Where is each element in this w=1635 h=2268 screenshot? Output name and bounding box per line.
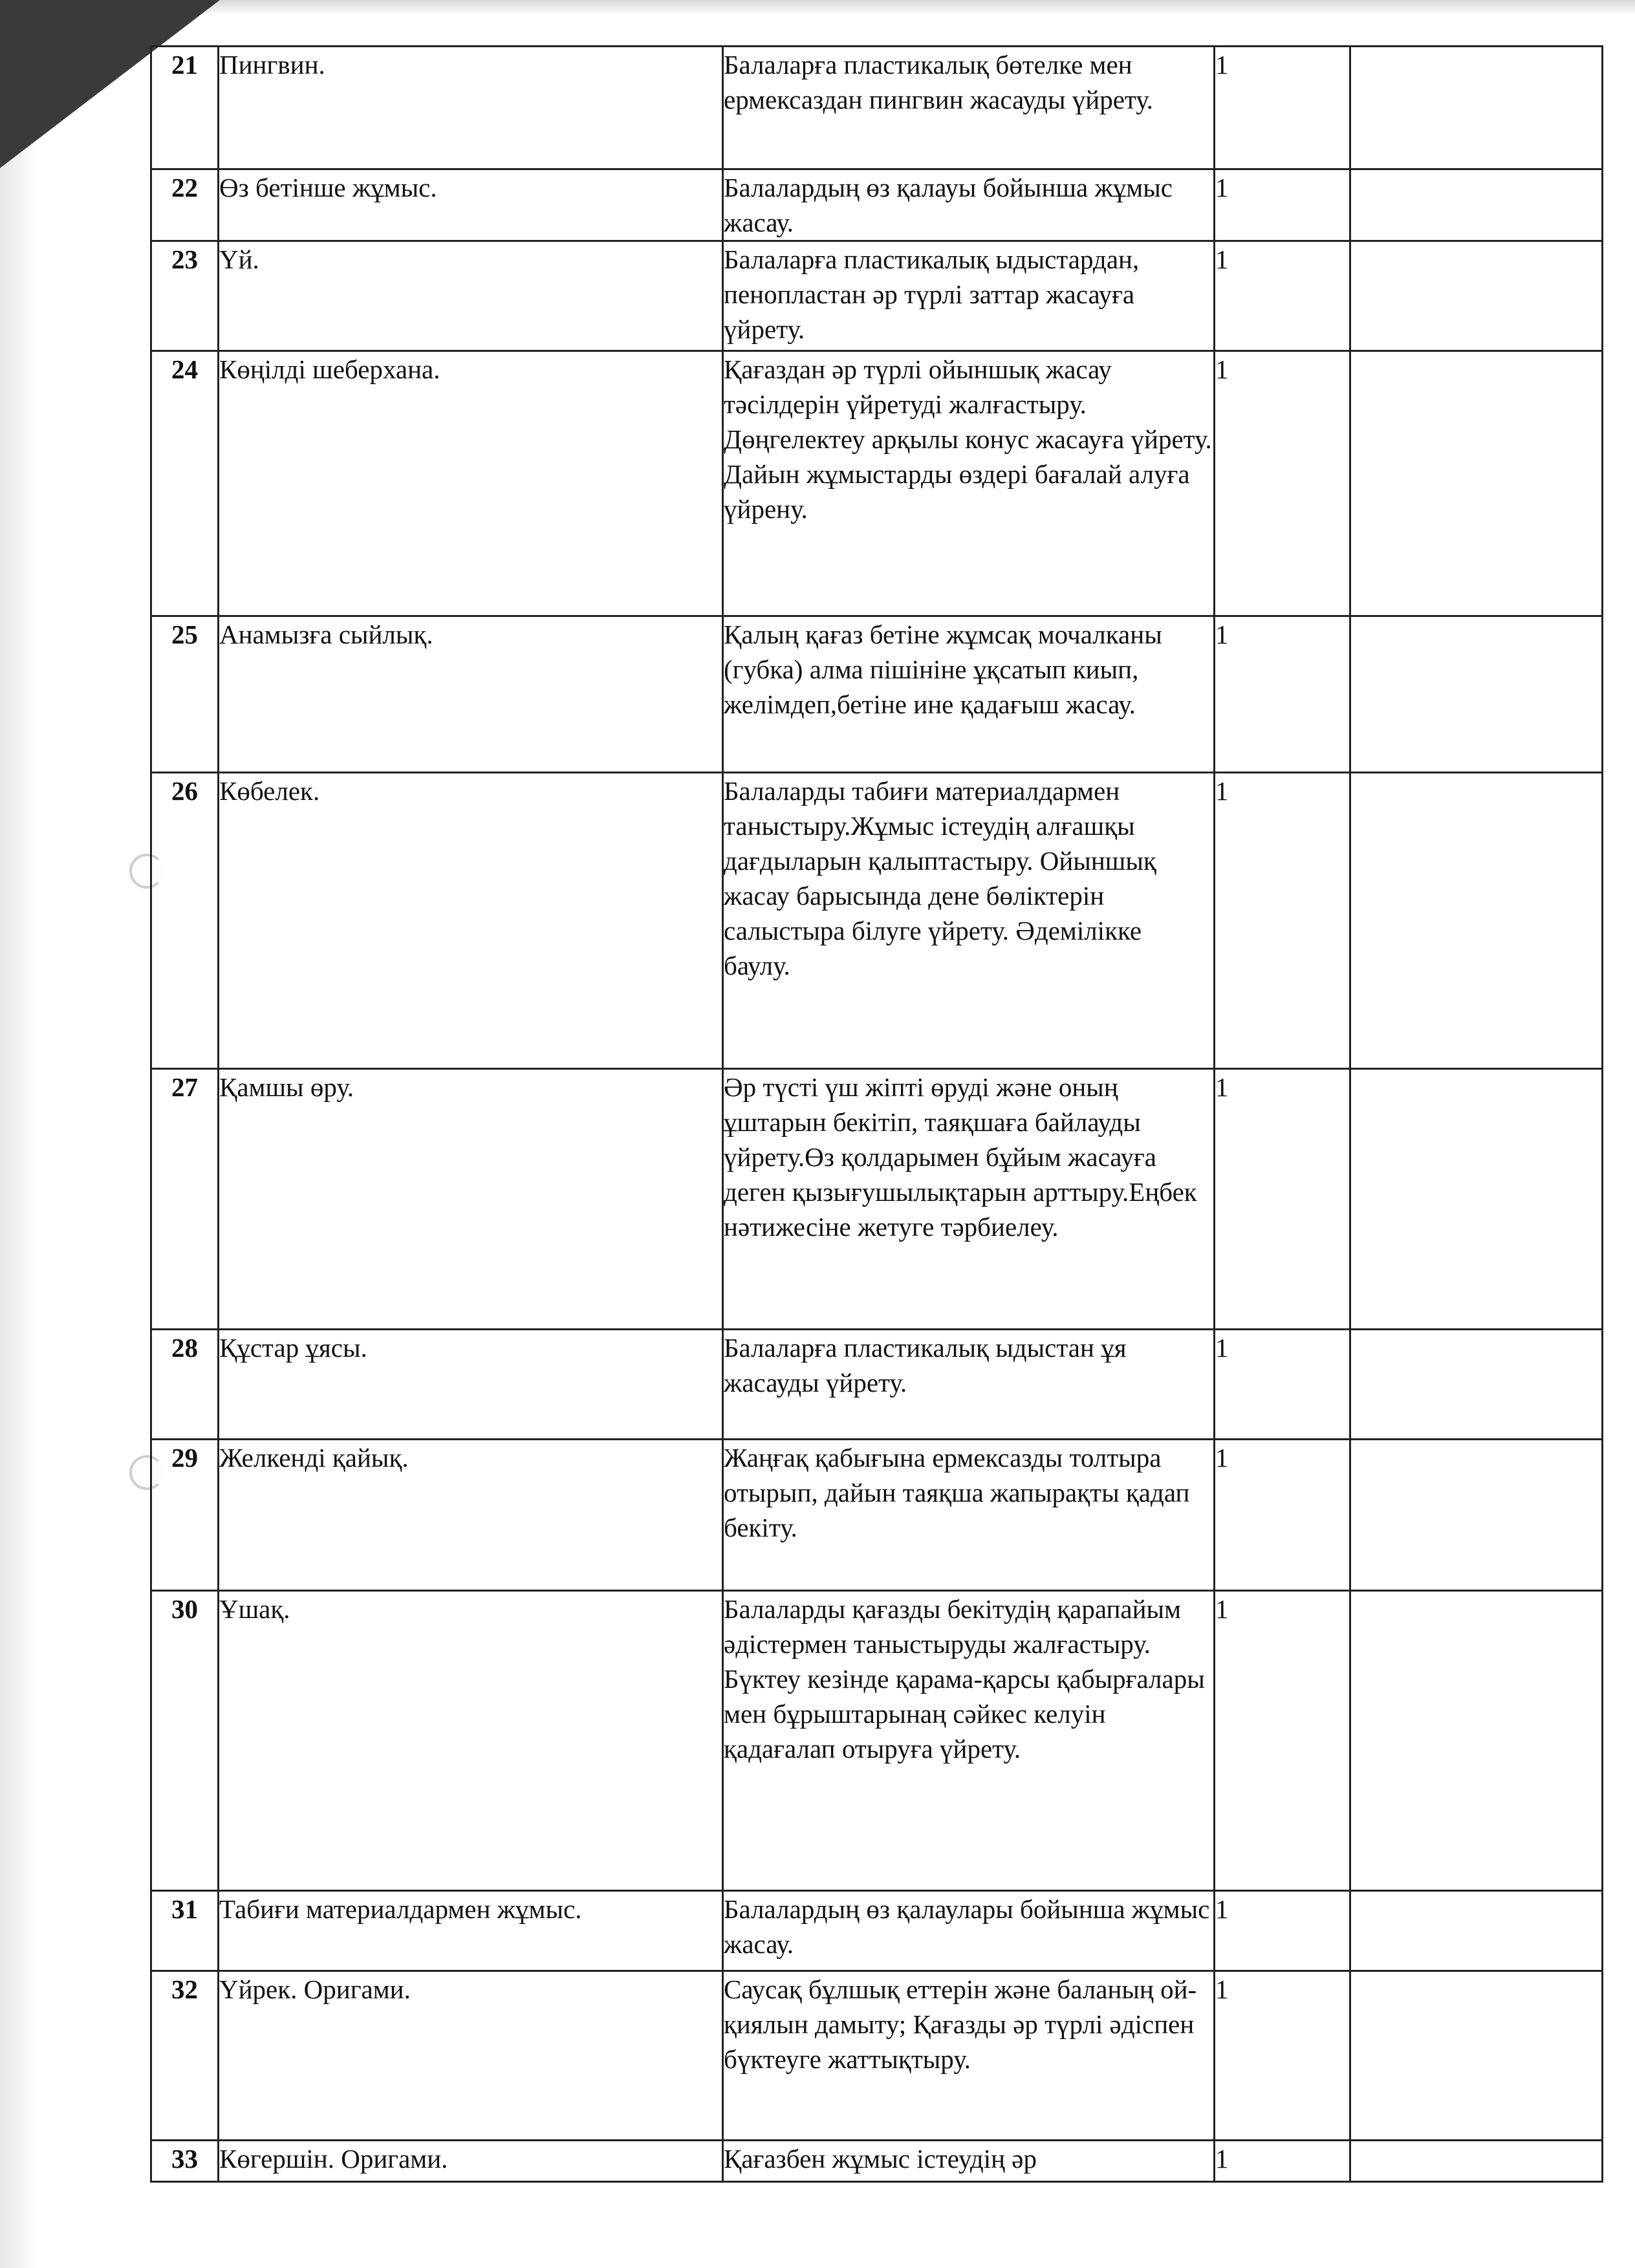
table-row [151, 1971, 1603, 2141]
lesson-topic: Үйрек. Оригами. [219, 1971, 723, 2141]
row-number: 21 [151, 47, 219, 169]
lesson-notes [1350, 351, 1603, 616]
lesson-goal: Қалың қағаз бетіне жұмсақ мочалканы (губка) алма пішініне ұқсатып киып, желімдеп,бетіне ине қадағыш жасау. [723, 616, 1215, 773]
lesson-topic: Ұшақ. [219, 1591, 723, 1891]
lesson-hours: 1 [1215, 241, 1350, 351]
lesson-hours: 1 [1215, 773, 1350, 1069]
lesson-topic: Анамызға сыйлық. [219, 616, 723, 773]
lesson-hours: 1 [1215, 1330, 1350, 1440]
lesson-goal: Балалардың өз қалаулары бойынша жұмыс жасау. [723, 1891, 1215, 1971]
lesson-goal: Балаларға пластикалық бөтелке мен ермексаздан пингвин жасауды үйрету. [723, 47, 1215, 169]
row-number: 25 [151, 616, 219, 773]
row-number: 23 [151, 241, 219, 351]
page-left-edge [0, 0, 39, 2268]
lesson-hours: 1 [1215, 1440, 1350, 1591]
row-number: 22 [151, 169, 219, 241]
lesson-notes [1350, 2141, 1603, 2182]
lesson-goal: Балаларға пластикалық ыдыстардан, пенопластан әр түрлі заттар жасауға үйрету. [723, 241, 1215, 351]
lesson-goal: Балаларды табиғи материалдармен таныстыру.Жұмыс істеудің алғашқы дағдыларын қалыптастыру. Ойыншық жасау барысында дене бөліктерін салыстыра білуге үйрету. Әдемілікке баулу. [723, 773, 1215, 1069]
lesson-topic: Қамшы өру. [219, 1069, 723, 1330]
lesson-topic: Көбелек. [219, 773, 723, 1069]
lesson-topic: Көңілді шеберхана. [219, 351, 723, 616]
table-row [151, 1440, 1603, 1591]
lesson-notes [1350, 47, 1603, 169]
lesson-topic: Табиғи материалдармен жұмыс. [219, 1891, 723, 1971]
row-number: 29 [151, 1440, 219, 1591]
lesson-notes [1350, 169, 1603, 241]
lesson-goal: Балаларды қағазды бекітудің қарапайым әдістермен таныстыруды жалғастыру. Бүктеу кезінде қарама-қарсы қабырғалары мен бұрыштарынаң сәйкес келуін қадағалап отыруға үйрету. [723, 1591, 1215, 1891]
lesson-goal: Қағазбен жұмыс істеудің әр [723, 2141, 1215, 2182]
lesson-goal: Саусақ бұлшық еттерін және баланың ой-қиялын дамыту; Қағазды әр түрлі әдіспен бүктеуге жаттықтыру. [723, 1971, 1215, 2141]
lesson-goal: Балалардың өз қалауы бойынша жұмыс жасау. [723, 169, 1215, 241]
lesson-notes [1350, 1891, 1603, 1971]
table-row [151, 1891, 1603, 1971]
lesson-hours: 1 [1215, 169, 1350, 241]
lesson-topic: Пингвин. [219, 47, 723, 169]
lesson-topic: Өз бетінше жұмыс. [219, 169, 723, 241]
row-number: 30 [151, 1591, 219, 1891]
row-number: 33 [151, 2141, 219, 2182]
lesson-hours: 1 [1215, 1069, 1350, 1330]
table-row [151, 773, 1603, 1069]
lesson-notes [1350, 1591, 1603, 1891]
table-row [151, 616, 1603, 773]
row-number: 26 [151, 773, 219, 1069]
table-row [151, 351, 1603, 616]
lesson-goal: Жаңғақ қабығына ермексазды толтыра отырып, дайын таяқша жапырақты қадап бекіту. [723, 1440, 1215, 1591]
table-row [151, 2141, 1603, 2182]
lesson-goal: Әр түсті үш жіпті өруді және оның ұштарын бекітіп, таяқшаға байлауды үйрету.Өз қолдарымен бұйым жасауға деген қызығушылықтарын арттыру.Еңбек нәтижесіне жетуге тәрбиелеу. [723, 1069, 1215, 1330]
lesson-topic: Үй. [219, 241, 723, 351]
lesson-notes [1350, 1440, 1603, 1591]
lesson-hours: 1 [1215, 1891, 1350, 1971]
lesson-notes [1350, 616, 1603, 773]
page-top-edge [13, 0, 1635, 16]
lesson-notes [1350, 1330, 1603, 1440]
row-number: 27 [151, 1069, 219, 1330]
table-row [151, 1330, 1603, 1440]
lesson-notes [1350, 1069, 1603, 1330]
table-row [151, 241, 1603, 351]
lesson-notes [1350, 773, 1603, 1069]
lesson-hours: 1 [1215, 351, 1350, 616]
lesson-hours: 1 [1215, 616, 1350, 773]
lesson-notes [1350, 1971, 1603, 2141]
lesson-notes [1350, 241, 1603, 351]
table-row [151, 1069, 1603, 1330]
lesson-hours: 1 [1215, 2141, 1350, 2182]
lesson-topic: Құстар ұясы. [219, 1330, 723, 1440]
row-number: 28 [151, 1330, 219, 1440]
row-number: 24 [151, 351, 219, 616]
lesson-topic: Желкенді қайық. [219, 1440, 723, 1591]
row-number: 32 [151, 1971, 219, 2141]
lesson-plan-table [150, 45, 1603, 2183]
lesson-hours: 1 [1215, 1591, 1350, 1891]
table-row [151, 169, 1603, 241]
row-number: 31 [151, 1891, 219, 1971]
lesson-topic: Көгершін. Оригами. [219, 2141, 723, 2182]
lesson-hours: 1 [1215, 1971, 1350, 2141]
lesson-goal: Қағаздан әр түрлі ойыншық жасау тәсілдерін үйретуді жалғастыру. Дөңгелектеу арқылы конус жасауға үйрету. Дайын жұмыстарды өздері бағалай алуға үйрену. [723, 351, 1215, 616]
table-row [151, 1591, 1603, 1891]
table-row [151, 47, 1603, 169]
lesson-goal: Балаларға пластикалық ыдыстан ұя жасауды үйрету. [723, 1330, 1215, 1440]
lesson-hours: 1 [1215, 47, 1350, 169]
